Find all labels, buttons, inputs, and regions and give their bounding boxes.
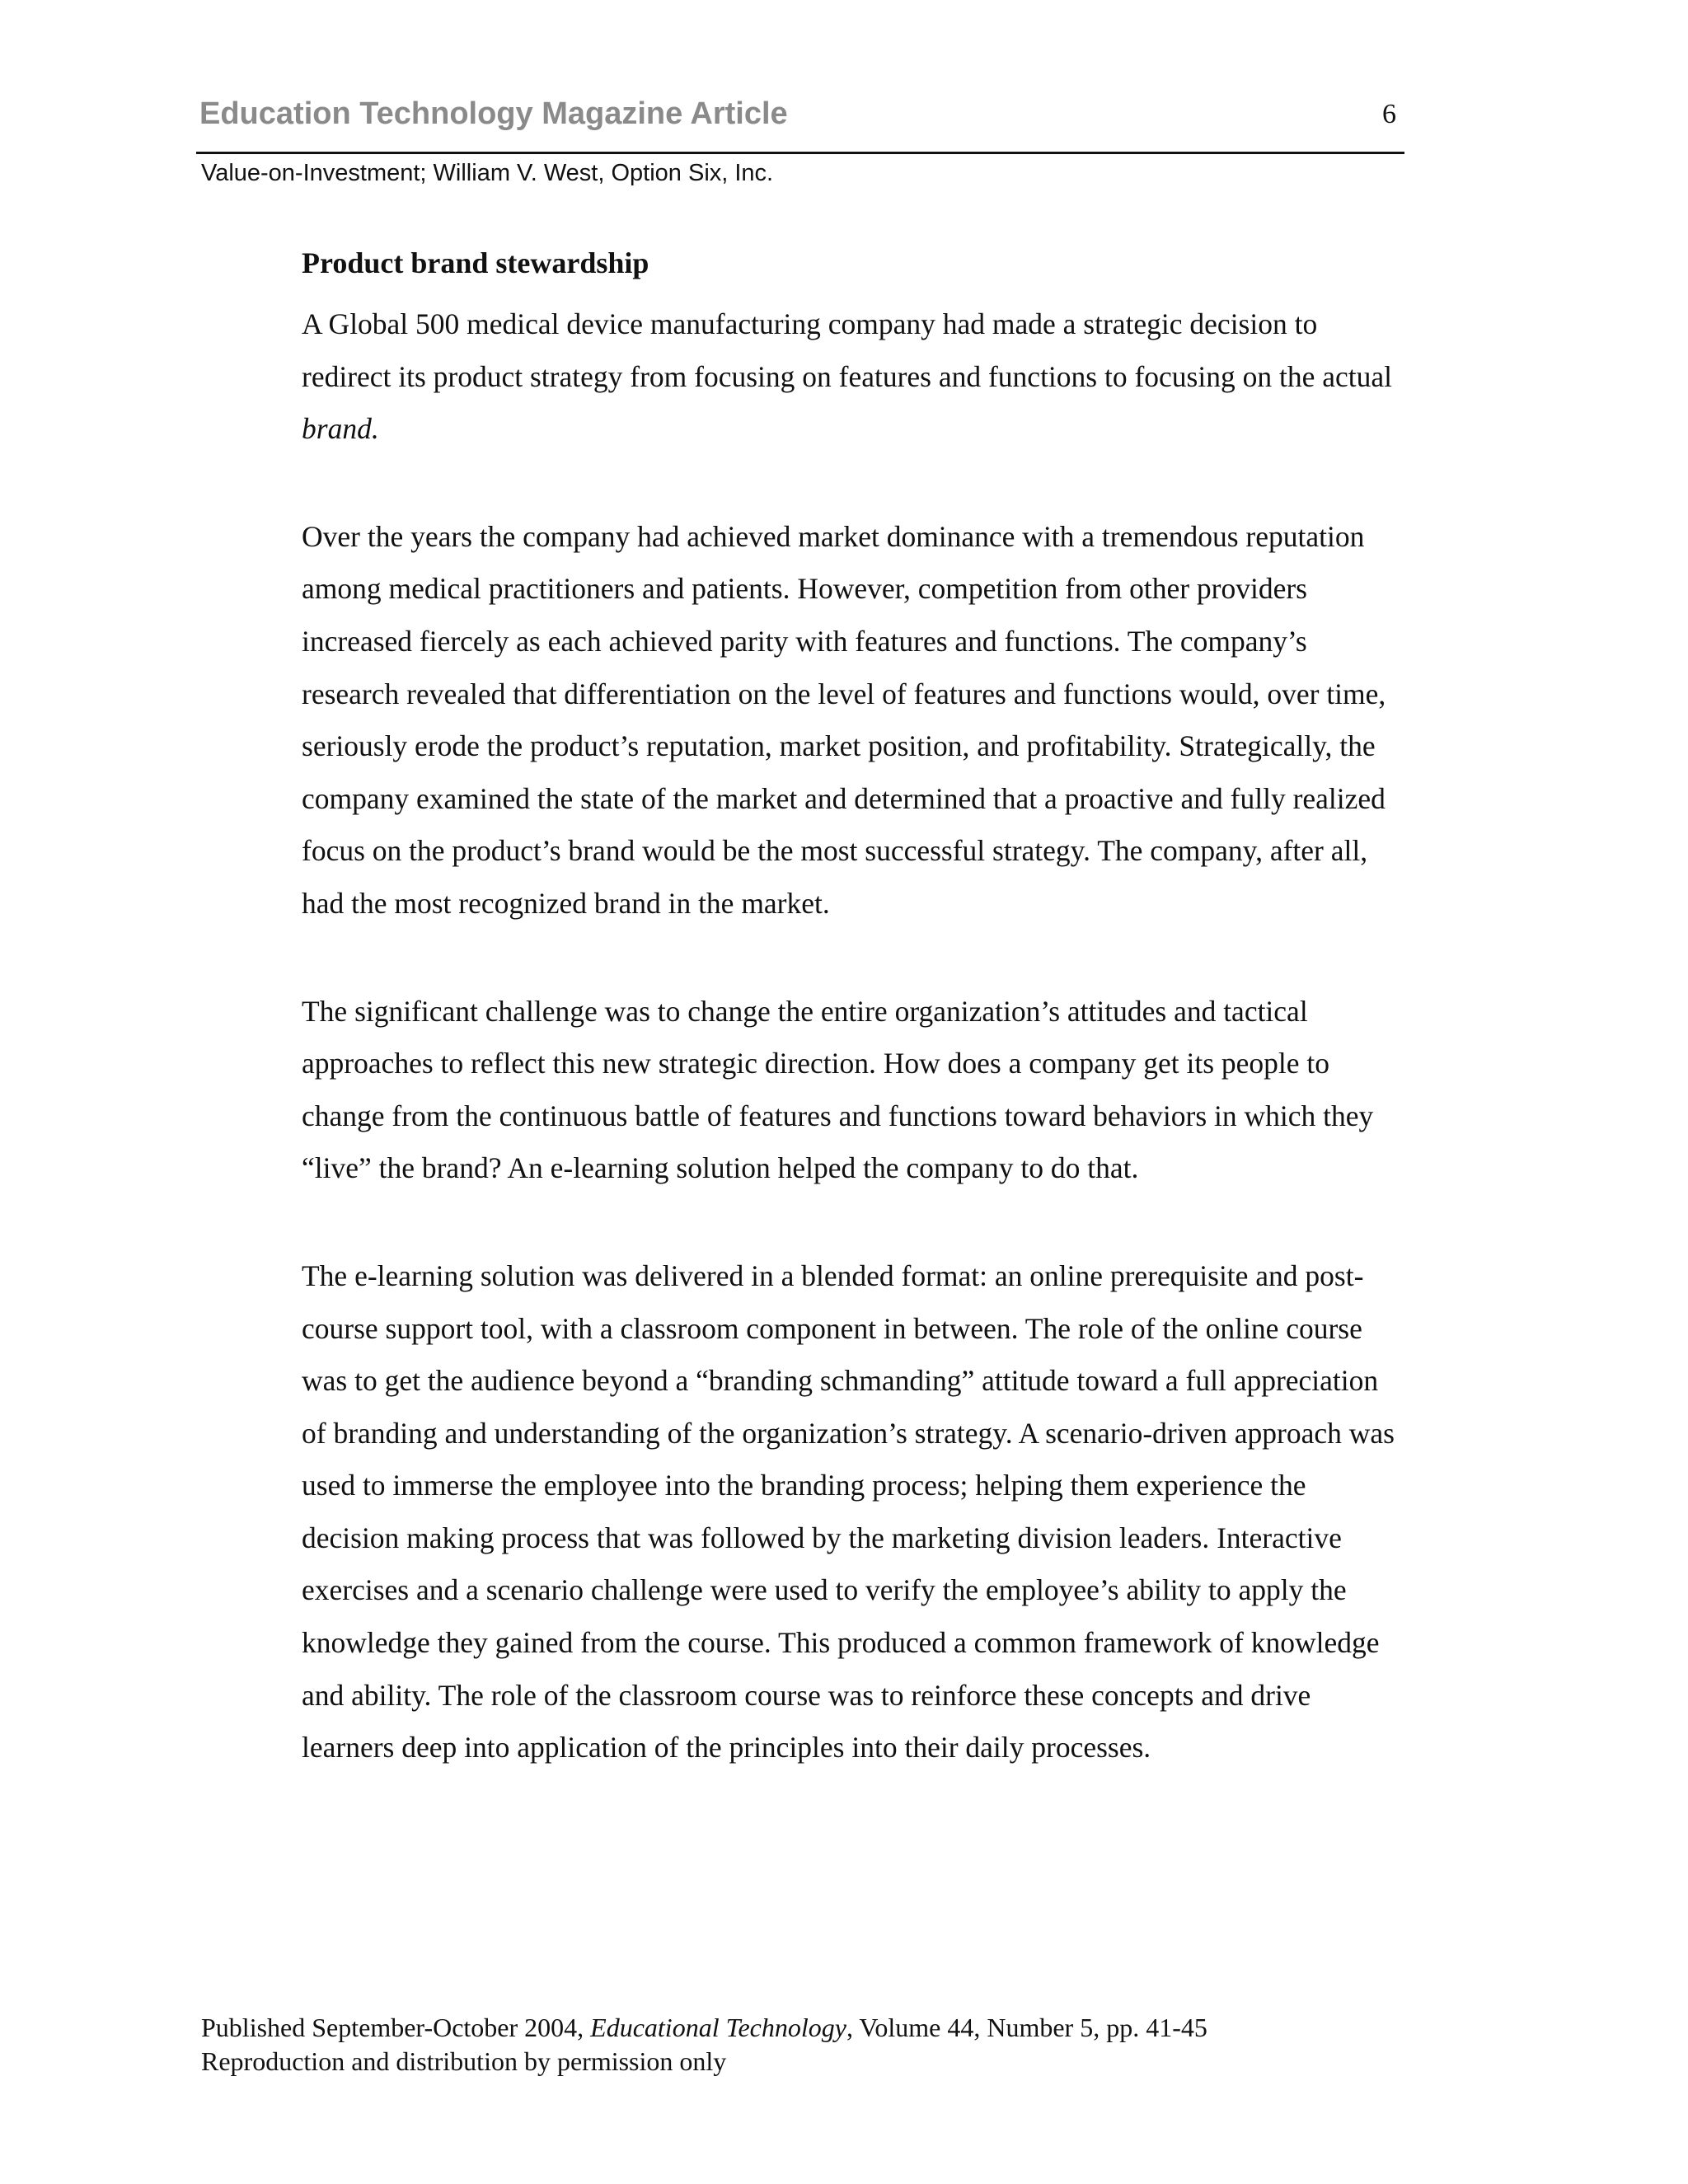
page-header bbox=[199, 92, 1403, 135]
paragraph-4: The e-learning solution was delivered in a blended format: an online prerequisite and post-course support tool, with a classroom component in between. The role of the online course was to get the audience beyond a “branding schmanding” attitude toward a full appreciation of branding and understanding of the organization’s strategy. A scenario-driven approach was used to immerse the employee into the branding process; helping them experience the decision making process that was followed by the marketing division leaders. Interactive exercises and a scenario challenge were used to verify the employee’s ability to apply the knowledge they gained from the course. This produced a common framework of knowledge and ability. The role of the classroom course was to reinforce these concepts and drive learners deep into application of the principles into their daily processes. bbox=[302, 1258, 1395, 1765]
article-body bbox=[302, 242, 1406, 1774]
paragraph-1 bbox=[302, 298, 1406, 456]
section-title: Product brand stewardship bbox=[302, 246, 649, 279]
paragraph-3: The significant challenge was to change the entire organization’s attitudes and tactical approaches to reflect this new strategic direction. How does a company get its people to change from the continuous battle of features and functions toward behaviors in which they “live” the brand? An e-learning solution helped the company to do that. bbox=[302, 994, 1374, 1185]
footer-journal: Educational Technology bbox=[590, 2013, 846, 2042]
paragraph-2: Over the years the company had achieved market dominance with a tremendous reputation among medical practitioners and patients. However, competition from other providers increased fiercely as each achieved parity with features and functions. The company’s research revealed that differentiation on the level of features and functions would, over time, seriously erode the product’s reputation, market position, and profitability. Strategically, the company examined the state of the market and determined that a proactive and fully realized focus on the product’s brand would be the most successful strategy. The company, after all, had the most recognized brand in the market. bbox=[302, 519, 1386, 920]
page-number: 6 bbox=[1382, 99, 1396, 129]
header-subtitle: Value-on-Investment; William V. West, Option Six, Inc. bbox=[201, 160, 774, 186]
page-footer bbox=[201, 2011, 1207, 2079]
footer-permission-line: Reproduction and distribution by permission only bbox=[201, 2046, 727, 2076]
footer-publication-line bbox=[201, 2011, 1207, 2045]
footer-published: Published September-October 2004, bbox=[201, 2013, 591, 2042]
paragraph-1-emphasis: brand. bbox=[302, 412, 379, 446]
header-title: Education Technology Magazine Article bbox=[199, 96, 788, 131]
header-divider bbox=[196, 152, 1404, 154]
paragraph-1-text: A Global 500 medical device manufacturing company had made a strategic decision to redirect its product strategy from focusing on features and functions to focusing on the actual bbox=[302, 307, 1392, 393]
footer-volume: , Volume 44, Number 5, pp. 41-45 bbox=[846, 2013, 1207, 2042]
